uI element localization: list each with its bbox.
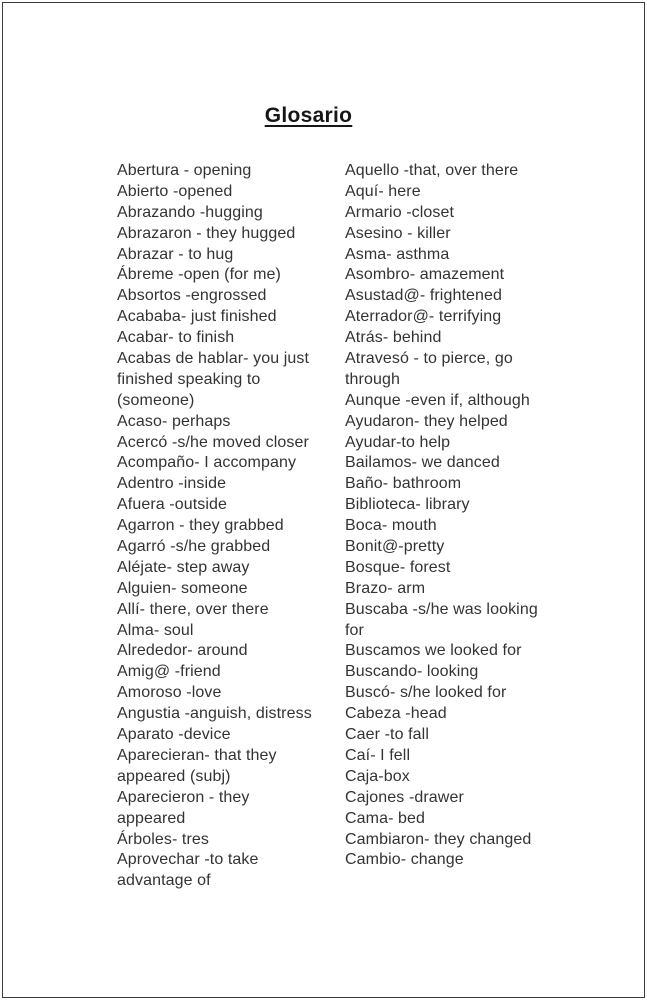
glossary-entry-line: Acababa- just finished: [117, 308, 277, 326]
glossary-entry: [345, 537, 538, 558]
glossary-entry-line: Adentro -inside: [117, 475, 227, 493]
glossary-entry: [117, 600, 312, 621]
glossary-entry-line: Armario -closet: [345, 203, 455, 221]
glossary-entry-line: Asombro- amazement: [345, 266, 505, 284]
glossary-entry: [117, 265, 312, 286]
glossary-entry: [117, 286, 312, 307]
glossary-entry-line: Aquello -that, over there: [345, 162, 519, 179]
glossary-entry: [345, 850, 538, 871]
glossary-entry-line: through: [345, 370, 400, 388]
glossary-entry: [345, 767, 538, 788]
glossary-entry: [117, 746, 312, 788]
glossary-entry: [117, 830, 312, 851]
glossary-entry-line: Acercó -s/he moved closer: [117, 433, 309, 451]
glossary-entry: [345, 203, 538, 224]
glossary-entry: [345, 286, 538, 307]
glossary-entry: [117, 203, 312, 224]
glossary-entry: [117, 307, 312, 328]
glossary-entry: [117, 683, 312, 704]
glossary-entry: [345, 641, 538, 662]
glossary-entry-line: Acompaño- I accompany: [117, 454, 297, 472]
glossary-entry: [345, 265, 538, 286]
glossary-entry-line: Angustia -anguish, distress: [117, 705, 312, 723]
glossary-entry: [117, 662, 312, 683]
glossary-entry: [117, 850, 312, 892]
glossary-entry-line: Aparecieron - they: [117, 788, 250, 806]
glossary-entry-line: Alma- soul: [117, 621, 194, 639]
glossary-entry: [117, 328, 312, 349]
glossary-entry-line: Agarron - they grabbed: [117, 517, 284, 535]
glossary-entry-line: Aprovechar -to take: [117, 851, 259, 869]
glossary-entry-line: Cajones -drawer: [345, 788, 464, 806]
glossary-entry-line: appeared: [117, 809, 186, 827]
glossary-entry-line: Agarró -s/he grabbed: [117, 538, 271, 556]
glossary-entry-line: Biblioteca- library: [345, 496, 470, 514]
glossary-entry-line: Amig@ -friend: [117, 663, 221, 681]
glossary-entry: [345, 453, 538, 474]
glossary-entry-line: Abrazando -hugging: [117, 203, 263, 221]
glossary-entry-line: Aunque -even if, although: [345, 391, 530, 409]
glossary-entry: [117, 537, 312, 558]
glossary-entry: [117, 725, 312, 746]
glossary-entry-line: Atravesó - to pierce, go: [345, 350, 513, 368]
glossary-entry: [345, 516, 538, 537]
glossary-entry-line: Buscaba -s/he was looking: [345, 600, 538, 618]
glossary-entry-line: Aquí- here: [345, 182, 421, 200]
glossary-entry: [117, 433, 312, 454]
glossary-entry-line: Aparato -device: [117, 726, 231, 744]
glossary-entry-line: Brazo- arm: [345, 579, 426, 597]
glossary-entry: [117, 516, 312, 537]
glossary-entry-line: Cambiaron- they changed: [345, 830, 532, 848]
glossary-entry: [117, 349, 312, 412]
glossary-entry-line: Alrededor- around: [117, 642, 248, 660]
glossary-entry-line: Asesino - killer: [345, 224, 451, 242]
glossary-entry-line: Ayudaron- they helped: [345, 412, 508, 430]
glossary-entry-line: Acaso- perhaps: [117, 412, 231, 430]
glossary-entry-line: Caer -to fall: [345, 726, 429, 744]
glossary-entry: [117, 182, 312, 203]
glossary-entry: [345, 704, 538, 725]
glossary-entry: [345, 412, 538, 433]
glossary-entry: [117, 558, 312, 579]
glossary-entry-line: Buscó- s/he looked for: [345, 684, 507, 702]
glossary-entry-line: Buscamos we looked for: [345, 642, 522, 660]
glossary-entry: [117, 412, 312, 433]
glossary-entry-line: Caja-box: [345, 767, 410, 785]
glossary-entry-line: Atrás- behind: [345, 329, 442, 347]
glossary-entry-line: (someone): [117, 391, 195, 409]
glossary-entry: [345, 830, 538, 851]
glossary-entry-line: for: [345, 621, 364, 639]
glossary-entry-line: advantage of: [117, 872, 211, 890]
glossary-entry-line: Abertura - opening: [117, 162, 252, 179]
glossary-entry-line: Afuera -outside: [117, 496, 228, 514]
glossary-entry: [117, 453, 312, 474]
glossary-entry-line: Buscando- looking: [345, 663, 479, 681]
glossary-entry: [117, 474, 312, 495]
glossary-entry-line: Bosque- forest: [345, 558, 451, 576]
glossary-entry-line: Acabas de hablar- you just: [117, 350, 310, 368]
page-title: Glosario: [264, 104, 353, 127]
glossary-entry-line: Abrazaron - they hugged: [117, 224, 296, 242]
glossary-entry-line: Asma- asthma: [345, 245, 450, 263]
glossary-entry: [117, 704, 312, 725]
glossary-entry: [345, 328, 538, 349]
glossary-entry-line: finished speaking to: [117, 370, 261, 388]
glossary-entry-line: Acabar- to finish: [117, 329, 235, 347]
glossary-entry-line: Caí- I fell: [345, 746, 411, 764]
glossary-entry-line: Asustad@- frightened: [345, 287, 502, 305]
glossary-entry-line: Ábreme -open (for me): [117, 266, 281, 284]
glossary-entry: [345, 245, 538, 266]
glossary-entry: [345, 788, 538, 809]
glossary-entry: [345, 579, 538, 600]
glossary-entry-line: Aparecieran- that they: [117, 746, 277, 764]
glossary-entry: [117, 621, 312, 642]
glossary-entry: [117, 224, 312, 245]
glossary-column: [117, 161, 312, 892]
glossary-entry: [345, 182, 538, 203]
glossary-entry: [345, 161, 538, 182]
glossary-entry-line: Cabeza -head: [345, 705, 447, 723]
glossary-entry-line: Cama- bed: [345, 809, 426, 827]
glossary-entry-line: Abierto -opened: [117, 182, 233, 200]
glossary-entry: [345, 224, 538, 245]
glossary-entry-line: Ayudar-to help: [345, 433, 451, 451]
glossary-entry: [345, 725, 538, 746]
glossary-entry: [345, 391, 538, 412]
glossary-entry-line: Aléjate- step away: [117, 558, 250, 576]
glossary-entry-line: Árboles- tres: [117, 830, 209, 848]
glossary-entry: [345, 600, 538, 642]
glossary-entry-line: Amoroso -love: [117, 684, 222, 702]
glossary-entry: [117, 788, 312, 830]
glossary-entry: [345, 307, 538, 328]
glossary-entry: [117, 641, 312, 662]
glossary-entry-line: Bonit@-pretty: [345, 538, 445, 556]
glossary-entry: [345, 809, 538, 830]
glossary-entry-line: Aterrador@- terrifying: [345, 308, 502, 326]
glossary-entry: [345, 474, 538, 495]
glossary-entry-line: Cambio- change: [345, 851, 464, 869]
glossary-entry-line: Baño- bathroom: [345, 475, 462, 493]
glossary-entry: [345, 349, 538, 391]
glossary-entry: [345, 495, 538, 516]
glossary-entry: [117, 495, 312, 516]
glossary-entry: [345, 558, 538, 579]
glossary-entry: [345, 662, 538, 683]
glossary-entry-line: Alguien- someone: [117, 579, 248, 597]
glossary-entry-line: Allí- there, over there: [117, 600, 269, 618]
glossary-entry: [117, 579, 312, 600]
glossary-entry: [345, 746, 538, 767]
glossary-entry: [117, 245, 312, 266]
glossary-entry-line: appeared (subj): [117, 767, 231, 785]
glossary-entry-line: Absortos -engrossed: [117, 287, 267, 305]
glossary-entry-line: Bailamos- we danced: [345, 454, 500, 472]
page-border: [2, 2, 645, 998]
glossary-entry: [345, 683, 538, 704]
glossary-column: [345, 161, 538, 871]
glossary-entry-line: Abrazar - to hug: [117, 245, 234, 263]
glossary-entry: [345, 433, 538, 454]
glossary-entry-line: Boca- mouth: [345, 517, 437, 535]
glossary-entry: [117, 161, 312, 182]
